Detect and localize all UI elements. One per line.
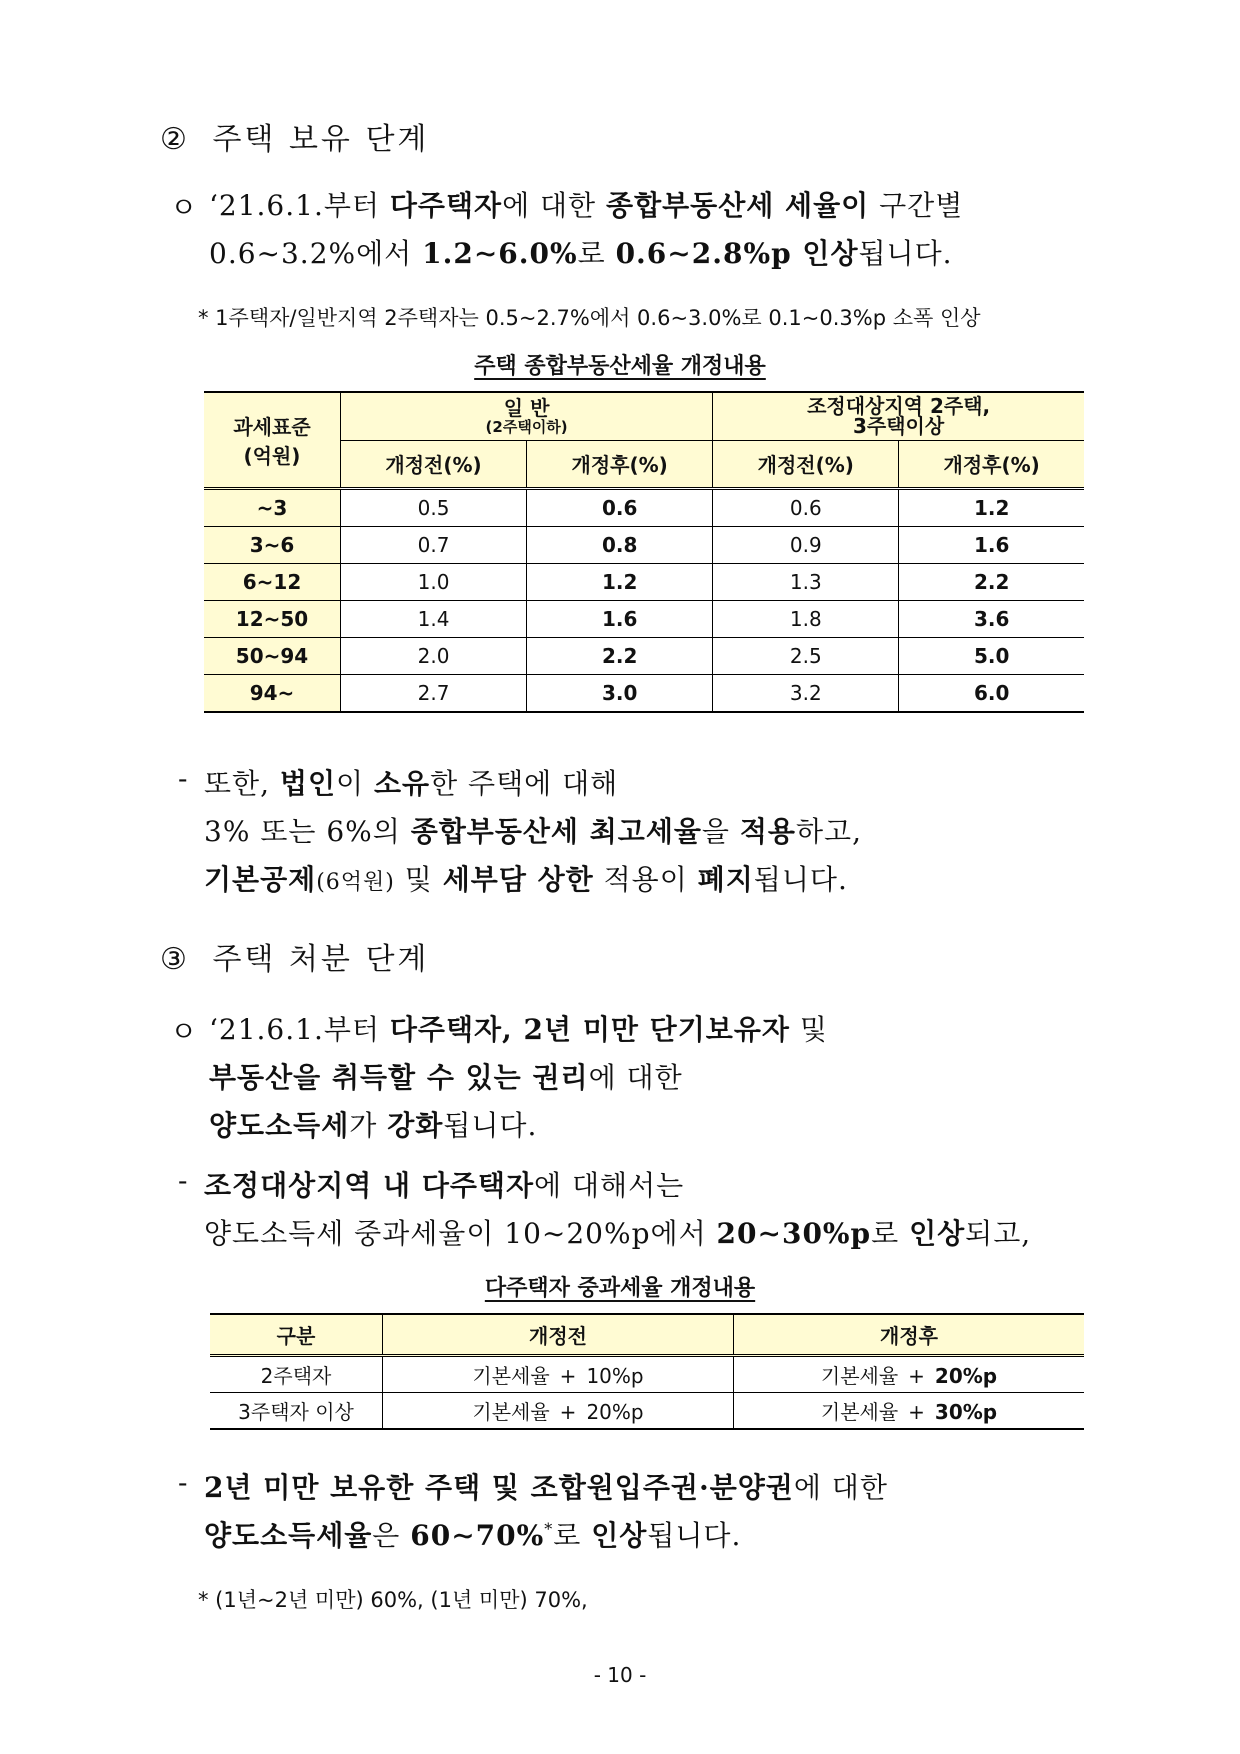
cell-general-before: 2.7 <box>341 674 527 712</box>
cell-base: 50~94 <box>204 637 341 674</box>
cell-general-after: 0.8 <box>527 526 713 563</box>
cell-base: 94~ <box>204 674 341 712</box>
paragraph-5-dash: - <box>178 1466 189 1499</box>
text-span: 기본세율 <box>820 1400 899 1424</box>
text-span: 이 <box>336 767 374 800</box>
table-row <box>204 637 1084 674</box>
bold-span: 기본공제 <box>204 863 317 896</box>
text-span: 됩니다. <box>647 1519 742 1552</box>
header-general-before: 개정전(%) <box>341 440 527 488</box>
table-row <box>204 600 1084 637</box>
text-span: 구간별 <box>869 189 964 222</box>
cell-category: 2주택자 <box>210 1356 383 1393</box>
cell-general-after: 2.2 <box>527 637 713 674</box>
paragraph-5-line-1 <box>204 1466 888 1506</box>
cell-general-before: 1.4 <box>341 600 527 637</box>
text-span: 로 <box>871 1217 910 1250</box>
header-general-after: 개정후(%) <box>527 440 713 488</box>
section-3-title: 주택 처분 단계 <box>212 942 430 977</box>
paragraph-3-bullet: ㅇ <box>170 1015 199 1048</box>
section-3-marker: ③ <box>160 942 190 977</box>
paragraph-4-line-2 <box>204 1212 1031 1252</box>
paragraph-2-line-2 <box>204 810 862 850</box>
cell-general-before: 0.7 <box>341 526 527 563</box>
text-span: 기본세율 <box>472 1400 550 1424</box>
text-span: 됩니다. <box>443 1109 538 1142</box>
bold-span: 다주택자 <box>389 189 503 222</box>
text-span: 20%p <box>586 1400 644 1424</box>
text-span: 에 대해서는 <box>534 1169 685 1202</box>
header-general <box>341 392 713 440</box>
text-span: 또한, <box>204 767 280 800</box>
property-tax-rate-table <box>204 391 1084 713</box>
cell-adjusted-before: 2.5 <box>713 637 899 674</box>
table-1-title: 주택 종합부동산세율 개정내용 <box>474 354 766 379</box>
bold-span: 소유 <box>373 767 431 800</box>
cell-general-before: 2.0 <box>341 637 527 674</box>
paragraph-2-line-3 <box>204 858 848 898</box>
cell-general-after: 3.0 <box>527 674 713 712</box>
cell-adjusted-after: 1.2 <box>899 488 1084 526</box>
cell-adjusted-before: 1.8 <box>713 600 899 637</box>
table-row <box>210 1393 1084 1430</box>
table-row <box>210 1356 1084 1393</box>
text-span: 에 대한 <box>502 189 607 222</box>
paragraph-5-line-2 <box>204 1514 741 1554</box>
cell-adjusted-before: 0.6 <box>713 488 899 526</box>
text-span: 및 <box>394 863 443 896</box>
text-span: 됩니다. <box>858 237 953 270</box>
paragraph-3-line-3 <box>209 1104 537 1144</box>
bold-span: 적용 <box>739 815 796 848</box>
text-span: 로 <box>577 237 616 270</box>
text-span: 3% 또는 6%의 <box>204 815 411 848</box>
bold-span: 0.6∼2.8%p 인상 <box>615 237 859 270</box>
bold-span: 종합부동산세 최고세율 <box>410 815 702 848</box>
text-span: 을 <box>701 815 740 848</box>
paragraph-4-line-1 <box>204 1164 684 1204</box>
cell-category: 3주택자 이상 <box>210 1393 383 1430</box>
cell-general-after: 1.6 <box>527 600 713 637</box>
text-span: 적용이 <box>593 863 698 896</box>
cell-adjusted-after: 5.0 <box>899 637 1084 674</box>
header-adjusted <box>713 392 1084 440</box>
header-adjusted-before: 개정전(%) <box>713 440 899 488</box>
paragraph-3-line-1 <box>209 1008 828 1048</box>
cell-base: 3~6 <box>204 526 341 563</box>
table-2-title: 다주택자 중과세율 개정내용 <box>484 1276 756 1301</box>
cell-base: 6~12 <box>204 563 341 600</box>
cell-base: 12~50 <box>204 600 341 637</box>
text-span: + <box>908 1364 925 1388</box>
text-span: ‘21.6.1.부터 <box>209 1013 390 1046</box>
bold-span: 양도소득세 <box>209 1109 350 1142</box>
section-3-heading <box>160 934 429 978</box>
cell-adjusted-after: 1.6 <box>899 526 1084 563</box>
text-span: 기본세율 <box>820 1364 899 1388</box>
text-span: (6억원) <box>316 870 395 895</box>
bold-span: 2년 미만 보유한 주택 및 조합원입주권·분양권 <box>204 1471 794 1504</box>
footnote-1: * 1주택자/일반지역 2주택자는 0.5~2.7%에서 0.6~3.0%로 0.1~0.3%p 소폭 인상 <box>198 306 981 330</box>
bold-span: 20∼30%p <box>716 1217 872 1250</box>
bold-span: 다주택자, 2년 미만 단기보유자 <box>389 1013 790 1046</box>
text-span: + <box>559 1364 577 1388</box>
cell-adjusted-before: 3.2 <box>713 674 899 712</box>
cell-adjusted-after: 3.6 <box>899 600 1084 637</box>
text-span: 가 <box>349 1109 388 1142</box>
paragraph-2-dash: - <box>178 762 189 795</box>
paragraph-2-line-1 <box>204 762 618 802</box>
text-span: 하고, <box>795 815 862 848</box>
bold-span: 조정대상지역 내 다주택자 <box>204 1169 535 1202</box>
table-row <box>204 526 1084 563</box>
paragraph-1-line-1 <box>209 184 963 224</box>
text-span: 됩니다. <box>753 863 848 896</box>
text-span: 되고, <box>965 1217 1032 1250</box>
capital-gains-surcharge-table <box>210 1313 1084 1430</box>
bold-span: 부동산을 취득할 수 있는 권리 <box>209 1061 589 1094</box>
bold-span: 세부담 상한 <box>442 863 594 896</box>
text-span: 로 <box>553 1519 592 1552</box>
text-span: 및 <box>789 1013 828 1046</box>
bold-span: 인상 <box>591 1519 648 1552</box>
cell-before <box>383 1393 734 1430</box>
header-before: 개정전 <box>383 1314 734 1356</box>
header-category: 구분 <box>210 1314 383 1356</box>
bold-span: 폐지 <box>697 863 754 896</box>
bold-span: 20%p <box>934 1364 998 1388</box>
text-span: 한 주택에 대해 <box>430 767 619 800</box>
text-span: + <box>559 1400 577 1424</box>
header-tax-base-label: 과세표준 <box>233 414 311 439</box>
bold-span: 1.2∼6.0% <box>422 237 578 270</box>
cell-adjusted-after: 2.2 <box>899 563 1084 600</box>
section-2-title: 주택 보유 단계 <box>212 122 430 157</box>
page-number: - 10 - <box>593 1663 647 1687</box>
header-general-label: 일 반 <box>503 396 550 421</box>
footnote-2: * (1년~2년 미만) 60%, (1년 미만) 70%, <box>198 1588 588 1612</box>
cell-after <box>734 1356 1085 1393</box>
bold-span: 종합부동산세 세율이 <box>606 189 870 222</box>
text-span: 양도소득세 중과세율이 10∼20%p에서 <box>204 1217 717 1250</box>
table-row <box>204 488 1084 526</box>
bold-span: 30%p <box>934 1400 998 1424</box>
cell-adjusted-before: 1.3 <box>713 563 899 600</box>
text-span: 기본세율 <box>472 1364 550 1388</box>
paragraph-4-dash: - <box>178 1164 189 1197</box>
header-adjusted-label-2: 3주택이상 <box>853 414 945 439</box>
header-adjusted-label: 조정대상지역 2주택, <box>807 394 991 419</box>
cell-general-after: 0.6 <box>527 488 713 526</box>
paragraph-3-line-2 <box>209 1056 683 1096</box>
bold-span: 법인 <box>279 767 337 800</box>
cell-general-before: 1.0 <box>341 563 527 600</box>
bold-span: 강화 <box>387 1109 444 1142</box>
cell-before <box>383 1356 734 1393</box>
paragraph-1-line-2 <box>209 232 953 272</box>
text-span: ‘21.6.1.부터 <box>209 189 390 222</box>
bold-span: 양도소득세율 <box>204 1519 373 1552</box>
text-span: 에 대한 <box>588 1061 683 1094</box>
section-2-heading <box>160 114 429 158</box>
cell-base: ~3 <box>204 488 341 526</box>
text-span: 에 대한 <box>793 1471 888 1504</box>
cell-after <box>734 1393 1085 1430</box>
bold-span: 인상 <box>909 1217 966 1250</box>
paragraph-1-bullet: ㅇ <box>170 191 199 224</box>
footnote-marker: * <box>544 1519 554 1539</box>
header-general-sub: (2주택이하) <box>485 418 568 437</box>
header-adjusted-after: 개정후(%) <box>899 440 1084 488</box>
text-span: + <box>908 1400 925 1424</box>
cell-adjusted-before: 0.9 <box>713 526 899 563</box>
header-tax-base <box>204 392 341 488</box>
text-span: 은 <box>372 1519 411 1552</box>
cell-adjusted-after: 6.0 <box>899 674 1084 712</box>
bold-span: 60∼70% <box>410 1519 545 1552</box>
text-span: 10%p <box>586 1364 644 1388</box>
header-tax-base-unit: (억원) <box>243 443 301 468</box>
section-2-marker: ② <box>160 122 190 157</box>
table-row <box>204 674 1084 712</box>
header-after: 개정후 <box>734 1314 1085 1356</box>
text-span: 0.6∼3.2%에서 <box>209 237 423 270</box>
cell-general-before: 0.5 <box>341 488 527 526</box>
cell-general-after: 1.2 <box>527 563 713 600</box>
table-row <box>204 563 1084 600</box>
